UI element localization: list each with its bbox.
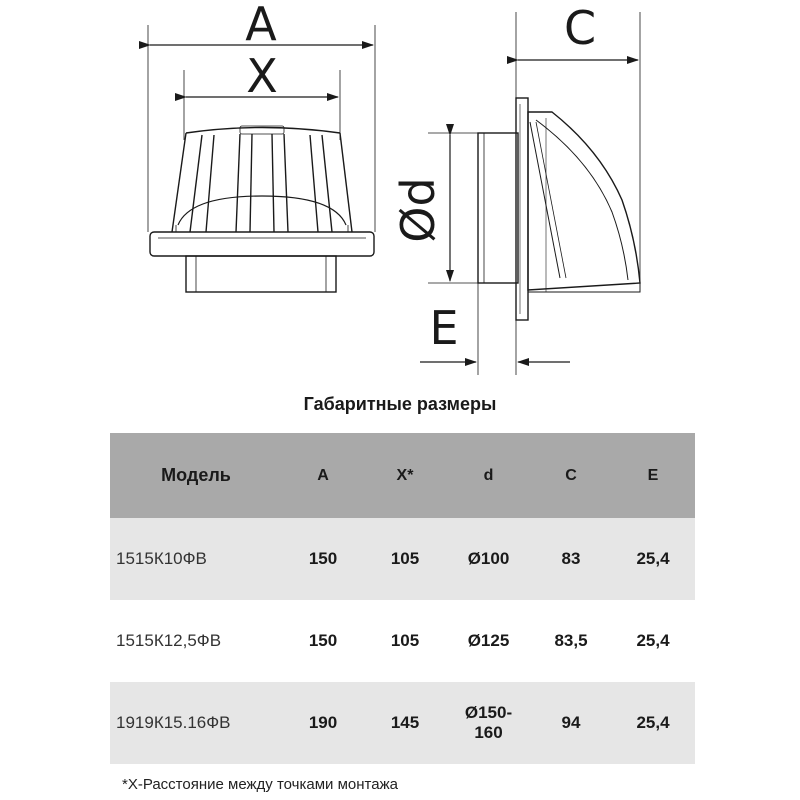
c-label: C xyxy=(563,1,597,55)
table-row xyxy=(110,682,695,764)
d-cell: Ø125 xyxy=(467,631,510,650)
d-cell: Ø100 xyxy=(467,549,510,568)
footnote: *X-Расстояние между точками монтажа xyxy=(122,776,398,793)
dimension-drawing xyxy=(0,0,800,390)
a-cell: 150 xyxy=(308,631,338,650)
section-title: Габаритные размеры xyxy=(303,394,497,414)
header-e: E xyxy=(647,466,659,484)
table-row xyxy=(110,518,695,600)
model-cell: 1515К10ФВ xyxy=(116,549,207,568)
header-c: C xyxy=(565,466,577,484)
dimensions-table xyxy=(110,433,695,764)
e-label: E xyxy=(429,301,459,355)
x-cell: 145 xyxy=(390,713,420,732)
table-header-row xyxy=(110,433,695,518)
e-cell: 25,4 xyxy=(636,713,670,732)
e-cell: 25,4 xyxy=(636,549,670,568)
c-cell: 94 xyxy=(561,713,581,732)
x-label: X xyxy=(246,49,278,103)
d-label: Ød xyxy=(391,177,445,243)
d-cell: Ø150- 160 xyxy=(464,703,513,742)
c-cell: 83 xyxy=(561,549,581,568)
header-model: Модель xyxy=(161,465,231,485)
header-a: A xyxy=(317,466,329,484)
table-row xyxy=(110,600,695,682)
x-cell: 105 xyxy=(390,549,420,568)
c-cell: 83,5 xyxy=(554,631,588,650)
model-cell: 1515К12,5ФВ xyxy=(116,631,222,650)
x-cell: 105 xyxy=(390,631,420,650)
header-d: d xyxy=(483,466,494,484)
model-cell: 1919К15.16ФВ xyxy=(116,713,231,732)
a-label: A xyxy=(245,0,277,51)
a-cell: 150 xyxy=(308,549,338,568)
header-x: X* xyxy=(396,466,414,484)
a-cell: 190 xyxy=(308,713,338,732)
e-cell: 25,4 xyxy=(636,631,670,650)
